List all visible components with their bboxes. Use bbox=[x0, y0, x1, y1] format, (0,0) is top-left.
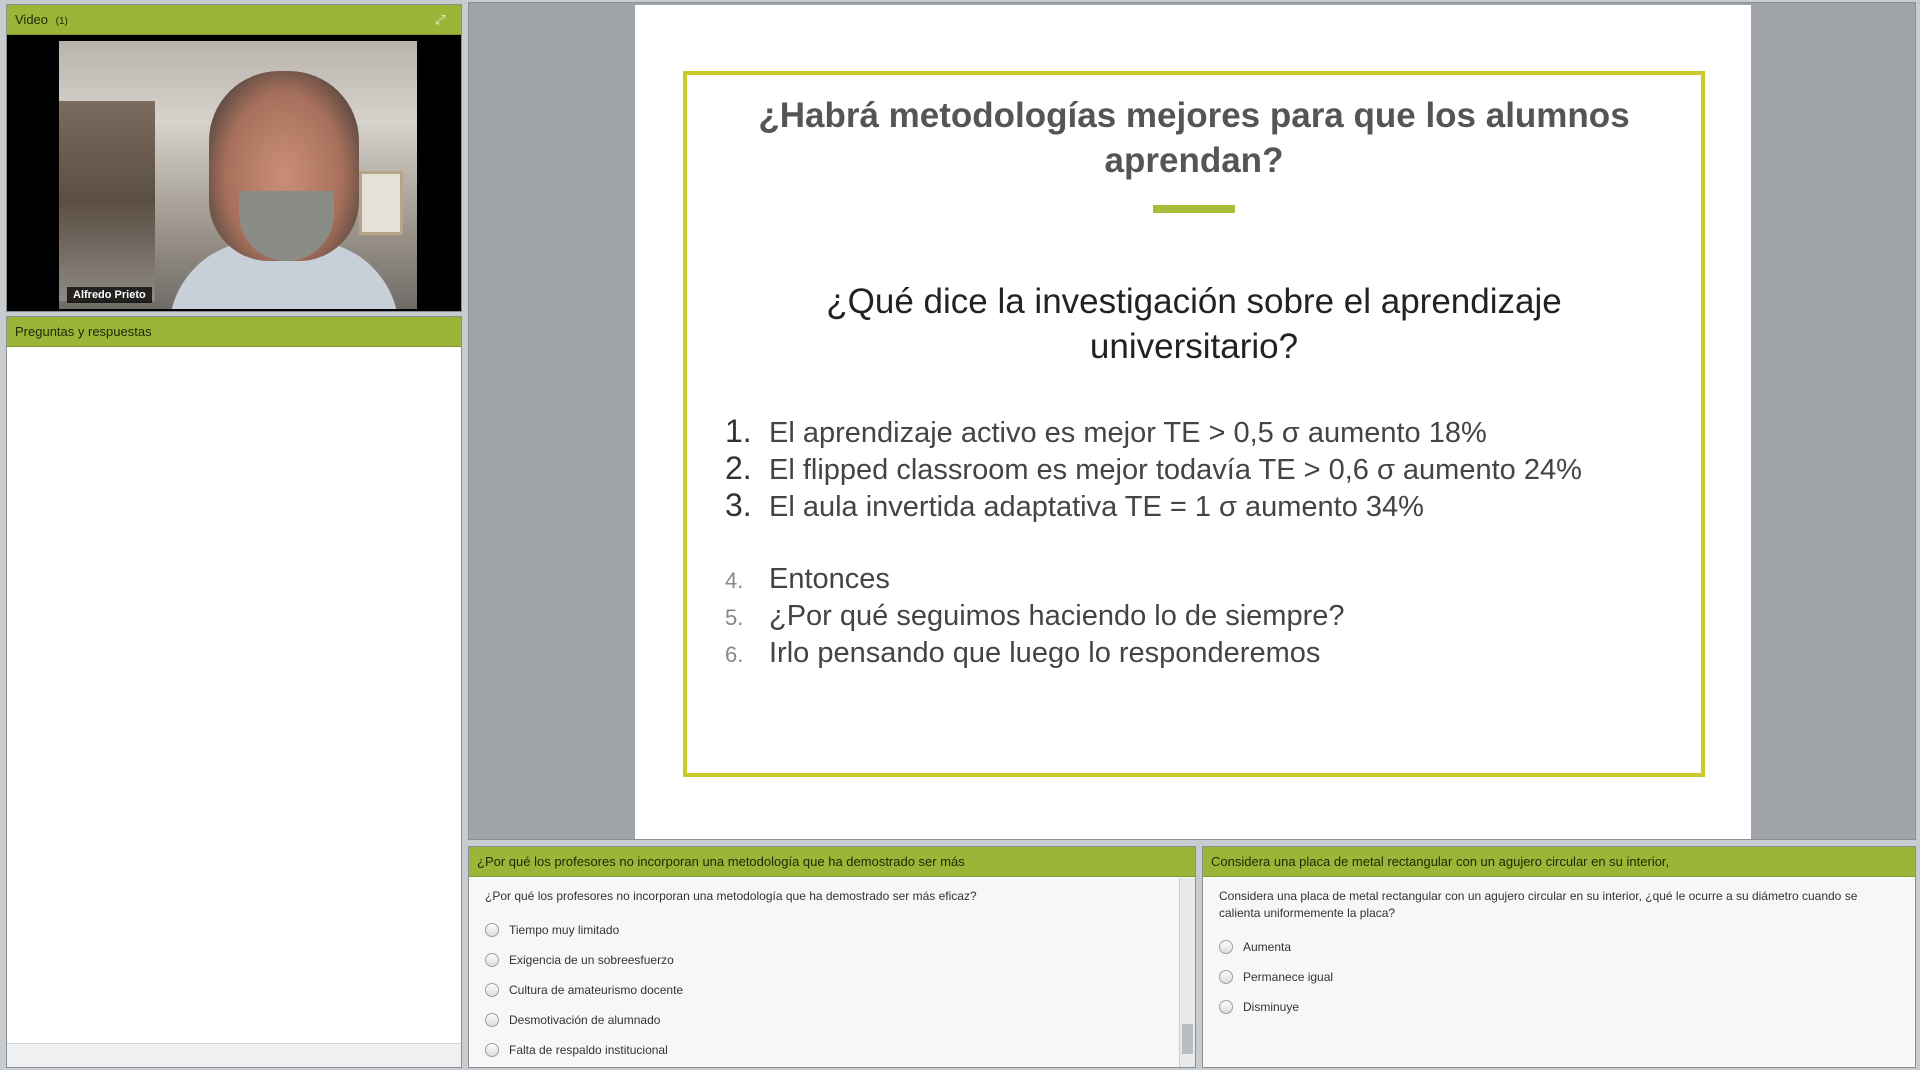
slide-title: ¿Habrá metodologías mejores para que los alumnos aprendan? bbox=[758, 96, 1630, 180]
poll-pod-2 bbox=[1202, 846, 1916, 1068]
qa-pod-header bbox=[7, 317, 461, 347]
qa-footer bbox=[7, 1043, 461, 1067]
radio-button[interactable] bbox=[485, 953, 499, 967]
video-background-shelf bbox=[59, 101, 155, 301]
radio-button[interactable] bbox=[485, 1013, 499, 1027]
slide-subtitle: ¿Qué dice la investigación sobre el aprendizaje universitario? bbox=[826, 282, 1562, 366]
poll-1-scrollbar[interactable] bbox=[1179, 878, 1195, 1067]
slide-list-item: 1. El aprendizaje activo es mejor TE > 0,5 σ aumento 18% bbox=[725, 413, 1487, 449]
radio-button[interactable] bbox=[485, 983, 499, 997]
slide-list-item: 3. El aula invertida adaptativa TE = 1 σ aumento 34% bbox=[725, 487, 1424, 523]
scrollbar-thumb[interactable] bbox=[1182, 1024, 1193, 1054]
fullscreen-icon[interactable]: ⤢ bbox=[435, 12, 446, 27]
video-background-frame bbox=[359, 171, 403, 235]
poll-2-question: Considera una placa de metal rectangular con un agujero circular en su interior, ¿qué le ocurre a su diámetro cuando se calienta uniformemente la placa? bbox=[1219, 889, 1858, 920]
share-pod bbox=[468, 2, 1916, 840]
slide-list bbox=[725, 413, 1685, 672]
poll-1-question: ¿Por qué los profesores no incorporan una metodología que ha demostrado ser más eficaz? bbox=[485, 889, 977, 903]
poll-1-option[interactable]: Cultura de amateurismo docente bbox=[485, 975, 1163, 1005]
poll-2-option[interactable]: Permanece igual bbox=[1219, 962, 1899, 992]
radio-button[interactable] bbox=[485, 923, 499, 937]
slide-list-item: 2. El flipped classroom es mejor todavía TE > 0,6 σ aumento 24% bbox=[725, 450, 1582, 486]
poll-1-body bbox=[469, 878, 1179, 1067]
qa-pod-title: Preguntas y respuestas bbox=[15, 324, 152, 339]
qa-pod bbox=[6, 316, 462, 1068]
video-participant-count: (1) bbox=[55, 16, 68, 27]
poll-2-option[interactable]: Aumenta bbox=[1219, 932, 1899, 962]
poll-2-header: Considera una placa de metal rectangular con un agujero circular en su interior, bbox=[1203, 847, 1915, 877]
poll-1-option[interactable]: Exigencia de un sobreesfuerzo bbox=[485, 945, 1163, 975]
radio-button[interactable] bbox=[1219, 1000, 1233, 1014]
radio-button[interactable] bbox=[1219, 970, 1233, 984]
slide-list-item: 4. Entonces bbox=[725, 563, 890, 595]
video-pod-header bbox=[7, 5, 461, 35]
video-pod bbox=[6, 4, 462, 312]
poll-1-option[interactable]: Tiempo muy limitado bbox=[485, 915, 1163, 945]
video-pod-title: Video bbox=[15, 12, 49, 27]
poll-1-option[interactable]: Falta de respaldo institucional bbox=[485, 1035, 1163, 1065]
poll-pod-1 bbox=[468, 846, 1196, 1068]
poll-1-header: ¿Por qué los profesores no incorporan una metodología que ha demostrado ser más bbox=[469, 847, 1195, 877]
poll-2-option[interactable]: Disminuye bbox=[1219, 992, 1899, 1022]
radio-button[interactable] bbox=[1219, 940, 1233, 954]
slide-accent-bar bbox=[1153, 205, 1235, 213]
presentation-slide bbox=[635, 5, 1751, 839]
slide-frame bbox=[683, 71, 1705, 777]
radio-button[interactable] bbox=[485, 1043, 499, 1057]
slide-list-item: 5. ¿Por qué seguimos haciendo lo de siempre? bbox=[725, 600, 1345, 632]
poll-2-body bbox=[1203, 878, 1915, 1067]
video-feed bbox=[59, 41, 417, 309]
presenter-name-label: Alfredo Prieto bbox=[67, 287, 152, 303]
poll-1-option[interactable]: Desmotivación de alumnado bbox=[485, 1005, 1163, 1035]
qa-message-area[interactable] bbox=[7, 348, 461, 1043]
slide-list-item: 6. Irlo pensando que luego lo responderemos bbox=[725, 637, 1321, 669]
